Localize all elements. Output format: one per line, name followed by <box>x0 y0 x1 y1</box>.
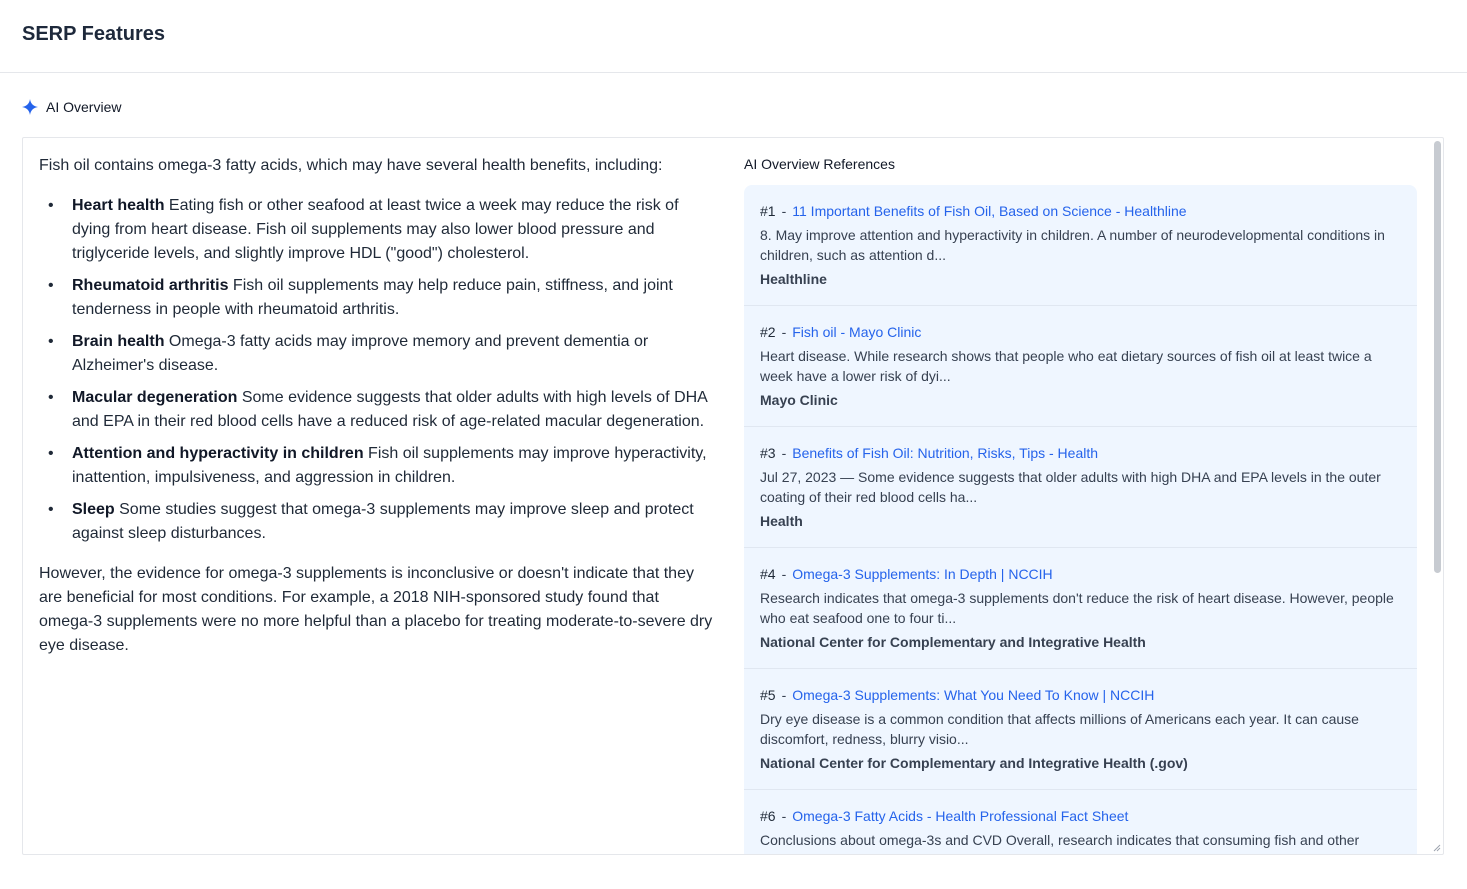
reference-separator: - <box>781 324 787 340</box>
overview-outro: However, the evidence for omega-3 supplements is inconclusive or doesn't indicate that they are beneficial for most conditions. For example, a 2018 NIH-sponsored study found that omega-3 supplements were no more helpful than a placebo for treating moderate-to-severe dry eye disease. <box>39 565 713 654</box>
reference-separator: - <box>781 203 787 219</box>
benefit-text: Fish oil supplements may improve hyperactivity, inattention, impulsiveness, and aggression in children. <box>72 445 707 486</box>
reference-header <box>760 564 1401 584</box>
reference-header <box>760 685 1401 705</box>
reference-link[interactable]: Fish oil - Mayo Clinic <box>792 324 922 340</box>
bullet-icon: • <box>48 333 54 350</box>
reference-header <box>760 806 1401 826</box>
reference-source: Health <box>760 513 803 529</box>
reference-snippet: Research indicates that omega-3 supplements don't reduce the risk of heart disease. However, people who eat seafood one to four ti... <box>760 590 1394 626</box>
reference-snippet: 8. May improve attention and hyperactivity in children. A number of neurodevelopmental conditions in children, such as attention d... <box>760 227 1385 263</box>
ai-overview-label <box>22 99 121 115</box>
benefit-item <box>39 442 717 490</box>
benefit-text: Some studies suggest that omega-3 supplements may improve sleep and protect against sleep disturbances. <box>72 501 694 542</box>
reference-header <box>760 322 1401 342</box>
overview-intro: Fish oil contains omega-3 fatty acids, which may have several health benefits, including: <box>39 157 663 174</box>
ai-overview-panel <box>22 137 1444 855</box>
reference-source: Healthline <box>760 271 827 287</box>
benefit-term: Rheumatoid arthritis <box>72 277 229 294</box>
reference-link[interactable]: Omega-3 Supplements: In Depth | NCCIH <box>792 566 1053 582</box>
bullet-icon: • <box>48 389 54 406</box>
benefit-text: Eating fish or other seafood at least twice a week may reduce the risk of dying from heart disease. Fish oil supplements may also lower blood pressure and triglyceride levels, and slightly improve HDL ("good") cholesterol. <box>72 197 679 262</box>
benefit-list <box>39 194 717 546</box>
benefit-term: Heart health <box>72 197 165 214</box>
reference-number: #6 <box>760 808 776 824</box>
benefit-text: Omega-3 fatty acids may improve memory and prevent dementia or Alzheimer's disease. <box>72 333 649 374</box>
reference-item <box>744 790 1417 855</box>
page-header <box>0 0 1467 73</box>
reference-source: National Center for Complementary and Integrative Health (.gov) <box>760 755 1188 771</box>
reference-separator: - <box>781 808 787 824</box>
reference-snippet: Dry eye disease is a common condition that affects millions of Americans each year. It can cause discomfort, redness, blurry visio... <box>760 711 1359 747</box>
benefit-term: Attention and hyperactivity in children <box>72 445 364 462</box>
section-label-text: AI Overview <box>46 99 122 115</box>
benefit-item <box>39 330 717 378</box>
reference-number: #5 <box>760 687 776 703</box>
reference-link[interactable]: Omega-3 Fatty Acids - Health Professional Fact Sheet <box>792 808 1129 824</box>
reference-snippet: Jul 27, 2023 — Some evidence suggests that older adults with high DHA and EPA levels in the outer coating of their red blood cells ha... <box>760 469 1381 505</box>
reference-snippet: Conclusions about omega-3s and CVD Overall, research indicates that consuming fish and other <box>760 832 1360 848</box>
reference-separator: - <box>781 566 787 582</box>
benefit-item <box>39 194 717 266</box>
reference-header <box>760 443 1401 463</box>
benefit-term: Brain health <box>72 333 165 350</box>
reference-source: Mayo Clinic <box>760 392 838 408</box>
references-title: AI Overview References <box>744 156 895 172</box>
bullet-icon: • <box>48 197 54 214</box>
reference-snippet: Heart disease. While research shows that people who eat dietary sources of fish oil at least twice a week have a lower risk of dyi... <box>760 348 1372 384</box>
reference-link[interactable]: 11 Important Benefits of Fish Oil, Based on Science - Healthline <box>792 203 1187 219</box>
scrollbar[interactable] <box>1434 141 1441 853</box>
overview-content <box>39 154 717 658</box>
sparkle-icon <box>22 99 38 115</box>
bullet-icon: • <box>48 277 54 294</box>
benefit-item <box>39 498 717 546</box>
reference-separator: - <box>781 687 787 703</box>
references-panel <box>744 156 1417 855</box>
reference-item <box>744 427 1417 548</box>
reference-number: #3 <box>760 445 776 461</box>
reference-number: #2 <box>760 324 776 340</box>
resize-handle-icon[interactable] <box>1433 844 1441 852</box>
reference-separator: - <box>781 445 787 461</box>
reference-header <box>760 201 1401 221</box>
reference-link[interactable]: Benefits of Fish Oil: Nutrition, Risks, Tips - Health <box>792 445 1099 461</box>
benefit-term: Macular degeneration <box>72 389 238 406</box>
benefit-text: Fish oil supplements may help reduce pain, stiffness, and joint tenderness in people with rheumatoid arthritis. <box>72 277 673 318</box>
scrollbar-thumb[interactable] <box>1434 141 1441 573</box>
reference-item <box>744 306 1417 427</box>
benefit-item <box>39 274 717 322</box>
bullet-icon: • <box>48 501 54 518</box>
reference-item <box>744 548 1417 669</box>
reference-list <box>744 185 1417 855</box>
reference-number: #4 <box>760 566 776 582</box>
reference-item <box>744 669 1417 790</box>
reference-link[interactable]: Omega-3 Supplements: What You Need To Know | NCCIH <box>792 687 1155 703</box>
reference-number: #1 <box>760 203 776 219</box>
reference-item <box>744 185 1417 306</box>
bullet-icon: • <box>48 445 54 462</box>
reference-source: National Center for Complementary and Integrative Health <box>760 634 1146 650</box>
page-title: SERP Features <box>22 22 166 45</box>
benefit-text: Some evidence suggests that older adults with high levels of DHA and EPA in their red blood cells have a reduced risk of age-related macular degeneration. <box>72 389 707 430</box>
benefit-item <box>39 386 717 434</box>
benefit-term: Sleep <box>72 501 115 518</box>
